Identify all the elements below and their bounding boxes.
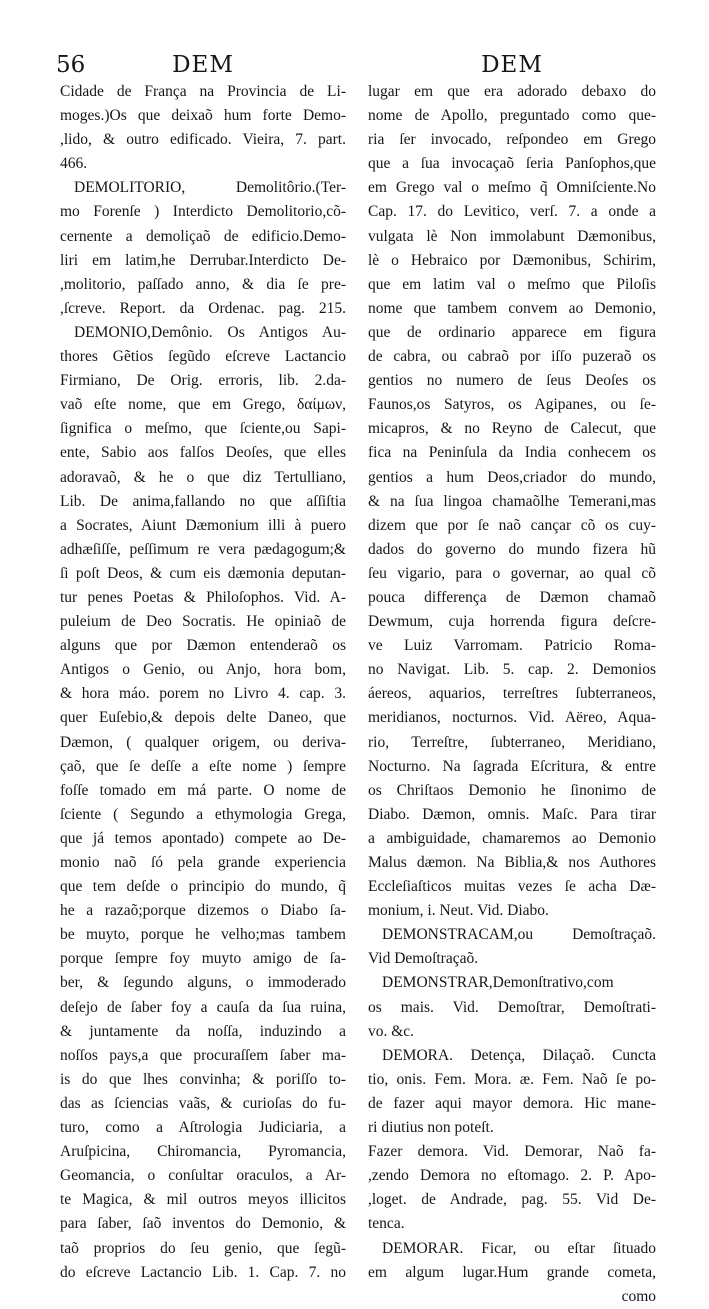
text-line: para ſaber, ſaõ inventos do Demonio, & xyxy=(60,1215,346,1233)
text-line: monio naõ ſó pela grande experiencia xyxy=(60,854,346,871)
text-line: ſciente ( Segundo a ethymologia Grega, xyxy=(60,805,346,823)
text-line: fica na Peninſula da India conhecem os xyxy=(368,444,656,462)
text-line: adoravaõ, & he o que diz Tertulliano, xyxy=(60,468,346,486)
text-line: os Chriſtaos Demonio he ſinonimo de xyxy=(368,781,656,799)
running-head-left: DEM xyxy=(172,52,234,78)
running-head-right: DEM xyxy=(481,52,543,78)
text-line: ve Luiz Varromam. Patricio Roma- xyxy=(368,637,656,655)
text-line: moges.)Os que deixaõ hum forte Demo- xyxy=(60,107,346,125)
text-line: Cidade de França na Provincia de Li- xyxy=(60,83,346,100)
text-line: adhæſiſſe, peſſimum re vera pædagogum;& xyxy=(60,540,346,558)
left-header xyxy=(56,52,346,78)
text-line: thores Gẽtios ſegũdo eſcreve Lactancio xyxy=(60,348,346,366)
right-column xyxy=(368,52,656,1309)
text-line: a Socrates, Aiunt Dæmonium illi à puero xyxy=(60,516,346,534)
text-line: ri diutius non poteſt. xyxy=(368,1119,494,1137)
text-line: ,zendo Demora no eſtomago. 2. P. Apo- xyxy=(368,1167,656,1185)
text-line: de cabra, ou cabraõ por iſſo puzeraõ os xyxy=(368,348,656,366)
text-line: Diabo. Dæmon, omnis. Maſc. Para tirar xyxy=(368,805,656,823)
text-line: Geomancia, o conſultar oraculos, a Ar- xyxy=(60,1167,346,1185)
text-line: do eſcreve Lactancio Lib. 1. Cap. 7. no xyxy=(60,1263,346,1281)
text-line: deſejo de ſaber foy a cauſa da ſua ruina, xyxy=(60,998,346,1016)
text-line: ,molitorio, paſſado anno, & dia ſe pre- xyxy=(60,275,346,293)
text-line: te Magica, & mil outros meyos illicitos xyxy=(60,1191,346,1209)
text-line: Vid Demoſtraçaõ. xyxy=(368,950,479,968)
text-line: no Navigat. Lib. 5. cap. 2. Demonios xyxy=(368,661,656,679)
text-line: de fazer aqui mayor demora. Hic mane- xyxy=(368,1094,656,1112)
text-line: çaõ, que ſe deſſe a eſte nome ) ſempre xyxy=(60,757,346,775)
text-line: turo, como a Aſtrologia Judiciaria, a xyxy=(60,1119,346,1137)
text-line: como xyxy=(621,1287,656,1305)
text-line: Dewmum, cuja horrenda figura deſcre- xyxy=(368,613,656,631)
text-line: vo. &c. xyxy=(368,1022,415,1040)
text-line: Lib. De anima,fallando no que aſſiſtia xyxy=(60,492,346,510)
text-line: que em latim val o meſmo que Piloſis xyxy=(368,275,656,293)
text-line: áereos, aquarios, terreſtres ſubterraneos, xyxy=(368,685,656,703)
text-line: tio, onis. Fem. Mora. æ. Fem. Naõ ſe po- xyxy=(368,1070,656,1088)
text-line: dados do governo do mundo fizera hũ xyxy=(368,540,656,558)
text-line: quer Euſebio,& depois delte Daneo, que xyxy=(60,709,346,727)
text-line: que de ordinario apparece em figura xyxy=(368,323,656,341)
text-line: a ambiguidade, chamaremos ao Demonio xyxy=(368,829,656,847)
text-line: rio, Terreſtre, ſubterraneo, Meridiano, xyxy=(368,733,656,751)
text-line: Cap. 17. do Levitico, verſ. 7. a onde a xyxy=(368,203,656,221)
text-line: mo Forenſe ) Interdicto Demolitorio,cõ- xyxy=(60,203,346,221)
text-line: be muyto, porque he velho;mas tambem xyxy=(60,926,346,944)
text-line: ſignifica o meſmo, que ſciente,ou Sapi- xyxy=(60,420,346,438)
text-line: ſeu vigario, para o governar, ao qual cõ xyxy=(368,564,656,582)
text-line: DEMOLITORIO, Demolitôrio.(Ter- xyxy=(74,179,346,197)
text-line: micapros, & no Reyno de Calecut, que xyxy=(368,420,656,438)
text-line: nome de Apollo, preguntado como que- xyxy=(368,107,656,125)
text-line: ,lido, & outro edificado. Vieira, 7. part. xyxy=(60,131,346,149)
left-column-text xyxy=(60,80,346,1285)
text-line: em algum lugar.Hum grande cometa, xyxy=(368,1263,656,1281)
text-line: puleium de Deo Socratis. He opiniaõ de xyxy=(60,613,346,631)
right-column-text xyxy=(368,80,656,1309)
text-line: Fazer demora. Vid. Demorar, Naõ fa- xyxy=(368,1143,656,1161)
text-line: foſſe tomado em má parte. O nome de xyxy=(60,781,346,799)
text-line: Faunos,os Satyros, os Agipanes, ou ſe- xyxy=(368,396,656,414)
text-line: ſi poſt Deos, & cum eis dæmonia deputan- xyxy=(60,564,346,582)
text-line: ente, Sabio aos falſos Deoſes, que elles xyxy=(60,444,346,462)
text-line: noſſos pays,a que procuraſſem ſaber ma- xyxy=(60,1046,346,1064)
right-header xyxy=(368,52,656,78)
text-line: Dæmon, ( qualquer origem, ou deriva- xyxy=(60,733,346,751)
text-line: nome que tambem convem ao Demonio, xyxy=(368,299,656,317)
text-line: DEMORA. Detença, Dilaçaõ. Cuncta xyxy=(382,1046,656,1064)
text-line: Antigos o Genio, ou Anjo, hora bom, xyxy=(60,661,346,679)
text-line: meridianos, nocturnos. Vid. Aëreo, Aqua- xyxy=(368,709,656,727)
text-line: tenca. xyxy=(368,1215,405,1233)
text-line: ,loget. de Andrade, pag. 55. Vid De- xyxy=(368,1191,656,1209)
text-line: monium, i. Neut. Vid. Diabo. xyxy=(368,902,549,920)
text-line: Eccleſiaſticos muitas vezes ſe acha Dæ- xyxy=(368,878,656,896)
text-line: liri em latim,he Derrubar.Interdicto De- xyxy=(60,251,346,269)
text-line: is do que lhes convinha; & poriſſo to- xyxy=(60,1070,346,1088)
text-line: & hora máo. porem no Livro 4. cap. 3. xyxy=(60,685,346,703)
text-line: Nocturno. Na ſagrada Eſcritura, & entre xyxy=(368,757,656,775)
text-line: DEMONSTRAR,Demonſtrativo,com xyxy=(382,974,614,992)
text-line: gentios a hum Deos,criador do mundo, xyxy=(368,468,656,486)
left-column xyxy=(56,52,346,1285)
text-line: em Grego val o meſmo q̃ Omniſciente.No xyxy=(368,179,656,197)
text-line: dizem que por ſe naõ cançar cõ os cuy- xyxy=(368,516,656,534)
text-line: cernente a demoliçaõ de edificio.Demo- xyxy=(60,227,346,245)
text-line: 466. xyxy=(60,155,88,173)
page-number: 56 xyxy=(56,52,86,78)
text-line: & juntamente da noſſa, induzindo a xyxy=(60,1022,346,1040)
text-line: ,ſcreve. Report. da Ordenac. pag. 215. xyxy=(60,299,346,317)
text-line: & na ſua lingoa chamaõlhe Temerani,mas xyxy=(368,492,656,510)
text-line: ber, & ſegundo alguns, o immoderado xyxy=(60,974,346,992)
text-line: que tem deſde o principio do mundo, q̃ xyxy=(60,878,346,896)
text-line: taõ proprios do ſeu genio, que ſegũ- xyxy=(60,1239,346,1257)
text-line: Aruſpicina, Chiromancia, Pyromancia, xyxy=(60,1143,346,1161)
text-line: DEMORAR. Ficar, ou eſtar ſituado xyxy=(382,1239,656,1257)
text-line: lugar em que era adorado debaxo do xyxy=(368,83,656,100)
text-line: que já temos apontado) compete ao De- xyxy=(60,829,346,847)
text-line: vaõ eſte nome, que em Grego, δαίμων, xyxy=(60,396,346,414)
text-line: DEMONIO,Demônio. Os Antigos Au- xyxy=(74,323,346,341)
text-line: alguns que por Dæmon entenderaõ os xyxy=(60,637,346,655)
text-line: Firmiano, De Orig. erroris, lib. 2.da- xyxy=(60,372,346,390)
text-line: vulgata lè Non immolabunt Dæmonibus, xyxy=(368,227,656,245)
text-line: porque ſempre foy muyto amigo de ſa- xyxy=(60,950,346,968)
text-line: lè o Hebraico por Dæmonibus, Schirim, xyxy=(368,251,656,269)
text-line: que a ſua invocaçaõ ſeria Panſophos,que xyxy=(368,155,656,173)
text-line: ria ſer invocado, reſpondeo em Grego xyxy=(368,131,656,149)
text-line: das as ſciencias vaãs, & curioſas do fu- xyxy=(60,1094,346,1112)
text-line: he a razaõ;porque dizemos o Diabo ſa- xyxy=(60,902,346,920)
text-line: tur penes Poetas & Philoſophos. Vid. A- xyxy=(60,588,346,606)
text-line: DEMONSTRACAM,ou Demoſtraçaõ. xyxy=(382,926,656,944)
text-line: gentios no numero de ſeus Deoſes os xyxy=(368,372,656,390)
text-line: pouca differença de Dæmon chamaõ xyxy=(368,588,656,606)
text-line: Malus dæmon. Na Biblia,& nos Authores xyxy=(368,854,656,871)
text-line: os mais. Vid. Demoſtrar, Demoſtrati- xyxy=(368,998,656,1016)
